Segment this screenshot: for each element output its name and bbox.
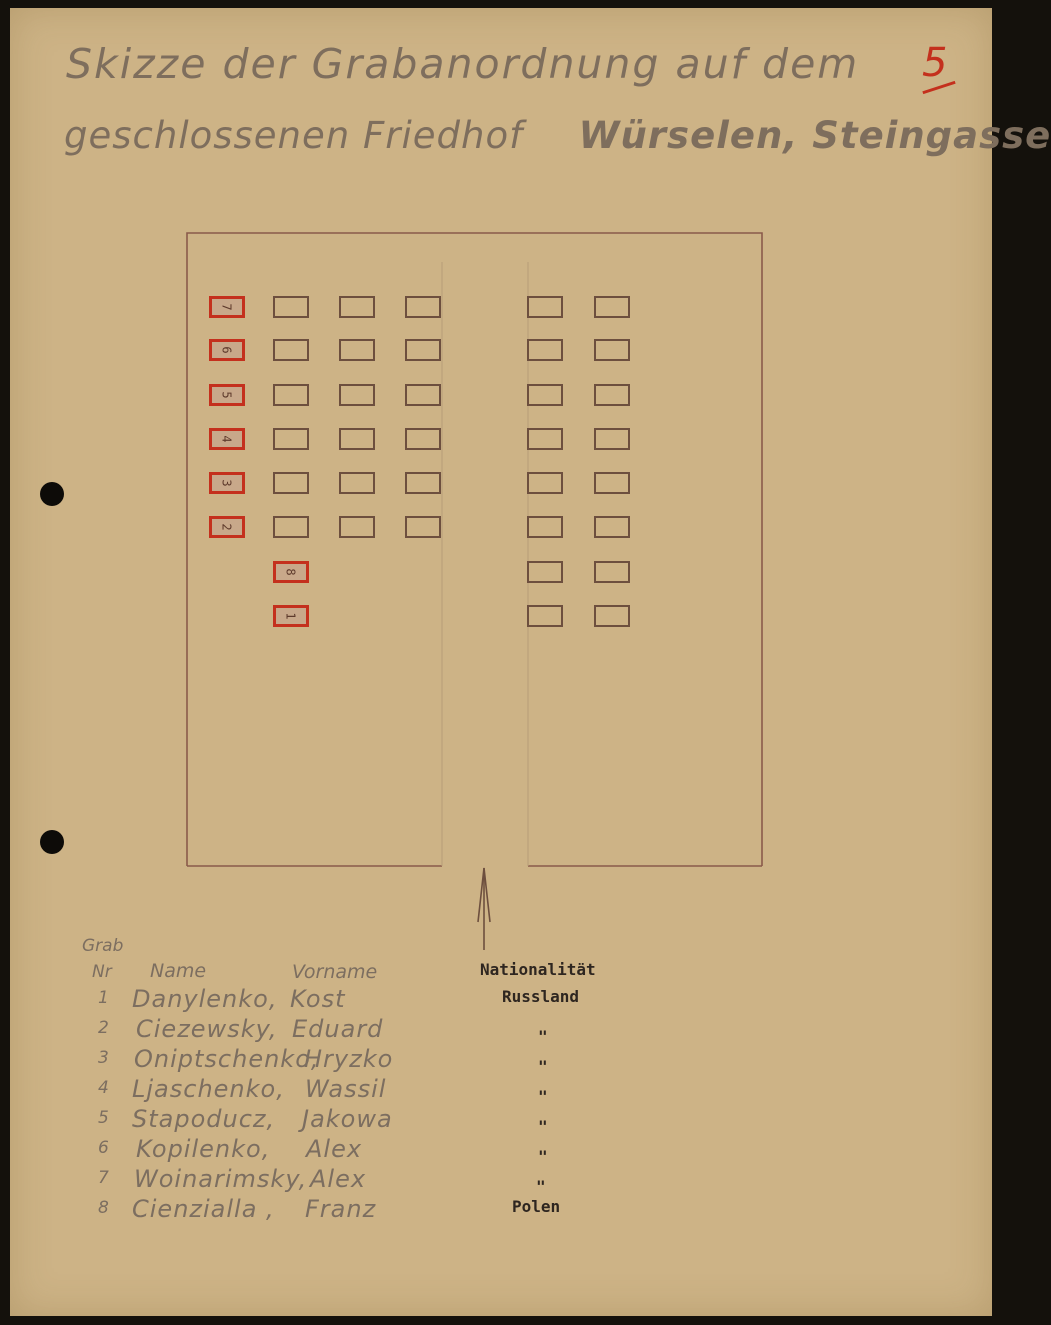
row-grave-number: 6 [98, 1138, 109, 1158]
grave-plot [527, 516, 563, 538]
grave-plot [594, 339, 630, 361]
header-grab: Grab [82, 936, 124, 956]
grave-number: 4 [219, 435, 234, 443]
row-nationality: " [538, 1147, 548, 1166]
row-first-name: Alex [310, 1165, 367, 1193]
grave-plot [594, 296, 630, 318]
row-nationality: Russland [502, 987, 580, 1006]
cemetery-sketch [186, 232, 763, 866]
row-surname: Oniptschenko, [134, 1045, 320, 1073]
grave-plot [339, 472, 375, 494]
grave-plot [405, 339, 441, 361]
header-vorname: Vorname [292, 961, 378, 983]
plot-boundary [187, 233, 762, 866]
grave-plot [273, 428, 309, 450]
grave-plot [405, 296, 441, 318]
grave-plot [527, 339, 563, 361]
row-first-name: Wassil [305, 1075, 387, 1103]
grave-plot [339, 384, 375, 406]
row-nationality: Polen [512, 1197, 561, 1216]
header-nationality: Nationalität [480, 960, 596, 979]
punch-hole-lower [40, 830, 64, 854]
grave-plot-numbered [273, 605, 309, 627]
grave-plot [405, 384, 441, 406]
grave-plot-numbered [209, 428, 245, 450]
grave-plot [594, 516, 630, 538]
punch-hole-upper [40, 482, 64, 506]
row-first-name: Hryzko [304, 1045, 394, 1073]
title-line-2 [64, 114, 1051, 157]
grave-plot [594, 605, 630, 627]
grave-plot [273, 472, 309, 494]
grave-plot [405, 472, 441, 494]
grave-plot-numbered [209, 516, 245, 538]
header-name: Name [150, 960, 207, 982]
row-surname: Woinarimsky, [134, 1165, 308, 1193]
page-number: 5 [922, 40, 948, 86]
grave-number: 3 [219, 479, 234, 487]
title-line-2-place: geschlossenen Friedhof [64, 114, 524, 157]
grave-number: 5 [219, 391, 234, 399]
grave-plot [527, 296, 563, 318]
header-nr: Nr [92, 962, 112, 982]
row-surname: Kopilenko, [136, 1135, 271, 1163]
row-grave-number: 4 [98, 1078, 109, 1098]
grave-plot-numbered [209, 472, 245, 494]
grave-plot [594, 384, 630, 406]
grave-plot [339, 296, 375, 318]
row-nationality: " [538, 1117, 548, 1136]
grave-plot [273, 339, 309, 361]
grave-plot [339, 339, 375, 361]
grave-plot [527, 605, 563, 627]
grave-plot [405, 516, 441, 538]
grave-plot-numbered [209, 384, 245, 406]
grave-plot [527, 428, 563, 450]
row-nationality: " [538, 1057, 548, 1076]
grave-plot-numbered [209, 296, 245, 318]
row-nationality: " [538, 1027, 548, 1046]
row-surname: Ljaschenko, [132, 1075, 285, 1103]
row-grave-number: 2 [98, 1018, 109, 1038]
row-grave-number: 3 [98, 1048, 109, 1068]
row-first-name: Alex [306, 1135, 363, 1163]
row-grave-number: 5 [98, 1108, 109, 1128]
grave-plot [594, 472, 630, 494]
row-nationality: " [538, 1087, 548, 1106]
row-grave-number: 8 [98, 1198, 109, 1218]
row-first-name: Eduard [292, 1015, 384, 1043]
grave-plot [273, 296, 309, 318]
row-grave-number: 7 [98, 1168, 109, 1188]
grave-plot-numbered [273, 561, 309, 583]
row-surname: Cienzialla , [132, 1195, 275, 1223]
grave-plot [273, 384, 309, 406]
grave-plot [527, 472, 563, 494]
grave-plot [339, 428, 375, 450]
grave-number: 6 [219, 346, 234, 354]
grave-plot [594, 428, 630, 450]
row-surname: Stapoducz, [132, 1105, 276, 1133]
row-grave-number: 1 [98, 988, 109, 1008]
grave-number: 2 [219, 523, 234, 531]
row-first-name: Franz [305, 1195, 377, 1223]
grave-plot [405, 428, 441, 450]
grave-plot [273, 516, 309, 538]
row-surname: Danylenko, [132, 985, 278, 1013]
row-first-name: Kost [290, 985, 346, 1013]
grave-plot [594, 561, 630, 583]
row-surname: Ciezewsky, [136, 1015, 278, 1043]
grave-plot [527, 384, 563, 406]
title-line-2-location: Würselen, Steingasse [578, 114, 1051, 157]
grave-number: 1 [283, 612, 298, 620]
row-nationality: " [536, 1177, 546, 1196]
grave-plot-numbered [209, 339, 245, 361]
grave-number: 7 [219, 303, 234, 311]
title-line-1: Skizze der Grabanordnung auf dem [66, 40, 860, 88]
grave-number: 8 [283, 568, 298, 576]
grave-plot [339, 516, 375, 538]
row-first-name: Jakowa [302, 1105, 393, 1133]
grave-plot [527, 561, 563, 583]
